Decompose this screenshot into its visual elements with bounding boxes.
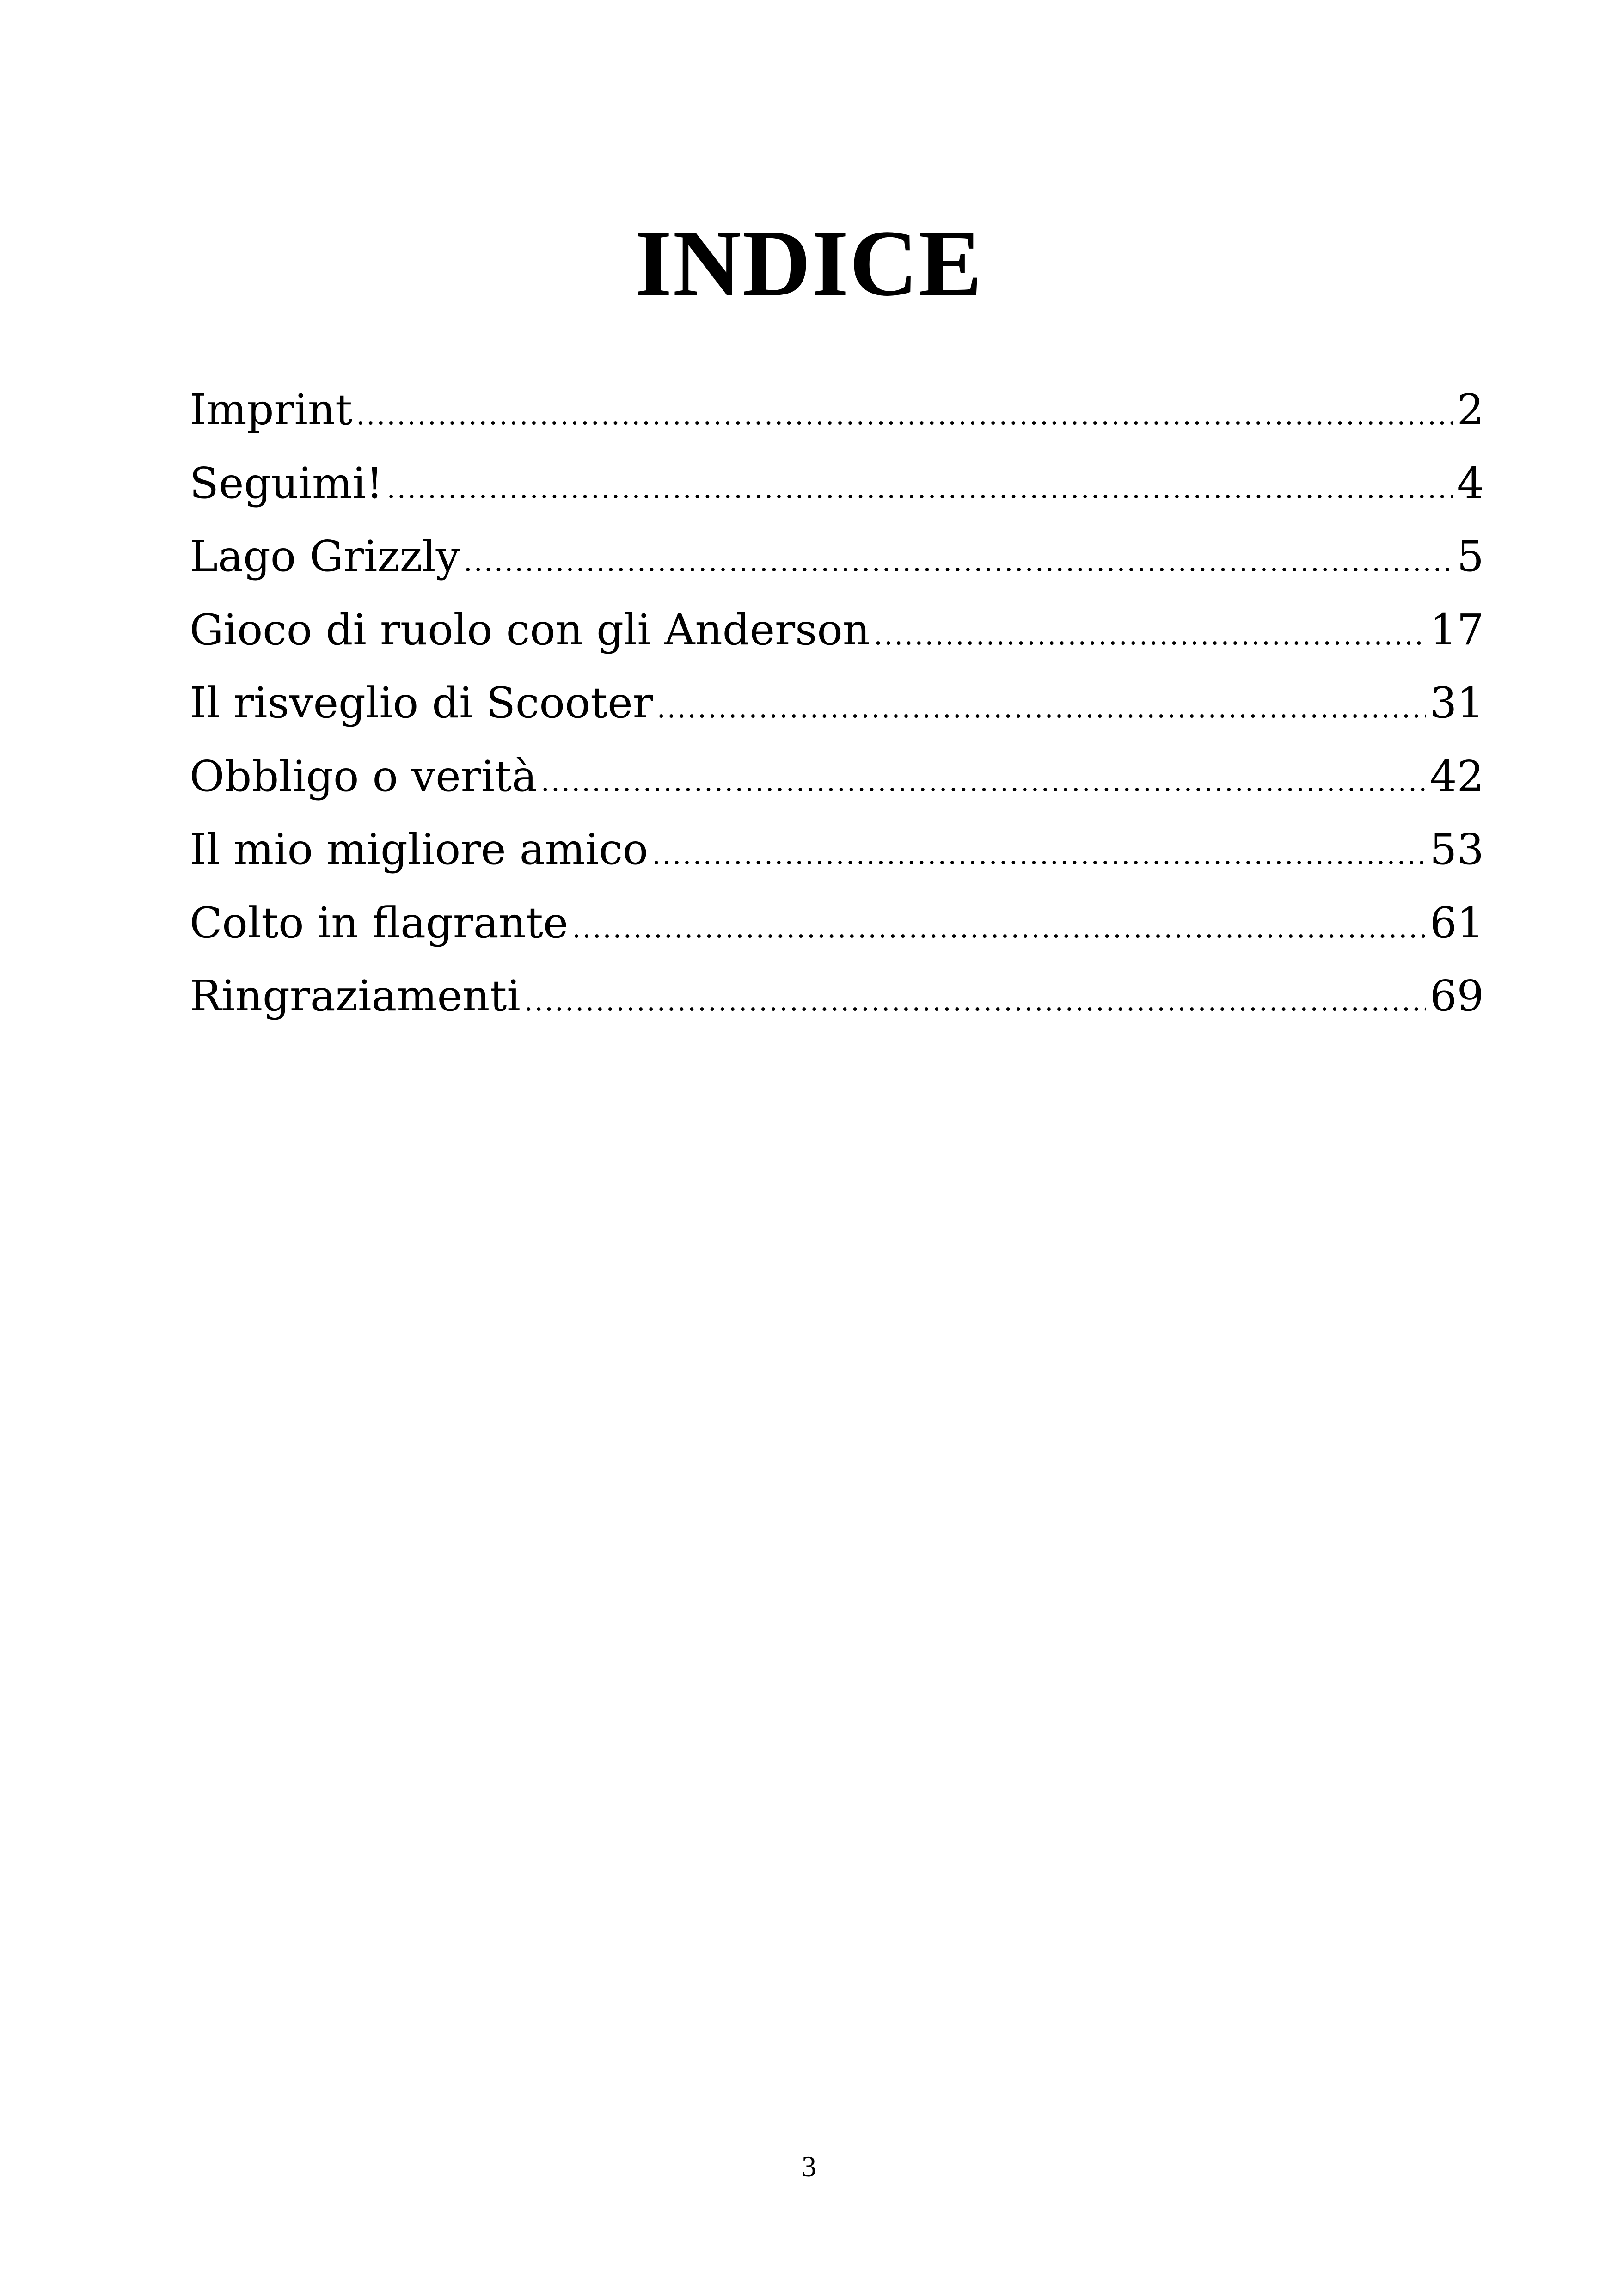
dot-leader	[464, 525, 1453, 599]
toc-entry-title: Gioco di ruolo con gli Anderson	[190, 605, 870, 655]
dot-leader	[657, 672, 1426, 745]
toc-entry-title: Obbligo o verità	[190, 751, 537, 801]
toc-entry-page: 53	[1429, 825, 1484, 874]
toc-entry-title: Ringraziamenti	[190, 971, 521, 1021]
page-number: 3	[802, 2150, 816, 2183]
toc-entry-page: 61	[1429, 898, 1484, 948]
toc-entry-colto-in-flagrante[interactable]	[190, 887, 1484, 960]
toc-entry-seguimi[interactable]	[190, 447, 1484, 520]
dot-leader	[652, 818, 1426, 892]
toc-entry-gioco-di-ruolo[interactable]	[190, 594, 1484, 667]
toc-entry-page: 4	[1457, 458, 1484, 508]
dot-leader	[572, 892, 1426, 965]
toc-entry-il-mio-migliore-amico[interactable]	[190, 813, 1484, 887]
dot-leader	[541, 745, 1426, 819]
toc-entry-page: 31	[1429, 678, 1484, 728]
toc-entry-title: Lago Grizzly	[190, 532, 460, 581]
toc-entry-lago-grizzly[interactable]	[190, 520, 1484, 594]
toc-entry-title: Il mio migliore amico	[190, 825, 649, 874]
toc-entry-obbligo-o-verita[interactable]	[190, 740, 1484, 814]
toc-entry-il-risveglio[interactable]	[190, 667, 1484, 740]
table-of-contents	[190, 373, 1484, 1033]
dot-leader	[524, 965, 1426, 1038]
toc-entry-title: Colto in flagrante	[190, 898, 569, 948]
toc-entry-title: Il risveglio di Scooter	[190, 678, 653, 728]
toc-entry-page: 2	[1457, 385, 1484, 435]
toc-entry-title: Seguimi!	[190, 458, 383, 508]
page-title: INDICE	[635, 211, 983, 316]
toc-entry-ringraziamenti[interactable]	[190, 960, 1484, 1033]
toc-entry-imprint[interactable]	[190, 373, 1484, 447]
toc-entry-page: 42	[1429, 751, 1484, 801]
dot-leader	[874, 599, 1426, 672]
toc-entry-page: 5	[1457, 532, 1484, 581]
dot-leader	[387, 452, 1453, 526]
dot-leader	[356, 379, 1453, 452]
toc-entry-page: 69	[1429, 971, 1484, 1021]
toc-entry-title: Imprint	[190, 385, 353, 435]
toc-entry-page: 17	[1429, 605, 1484, 655]
